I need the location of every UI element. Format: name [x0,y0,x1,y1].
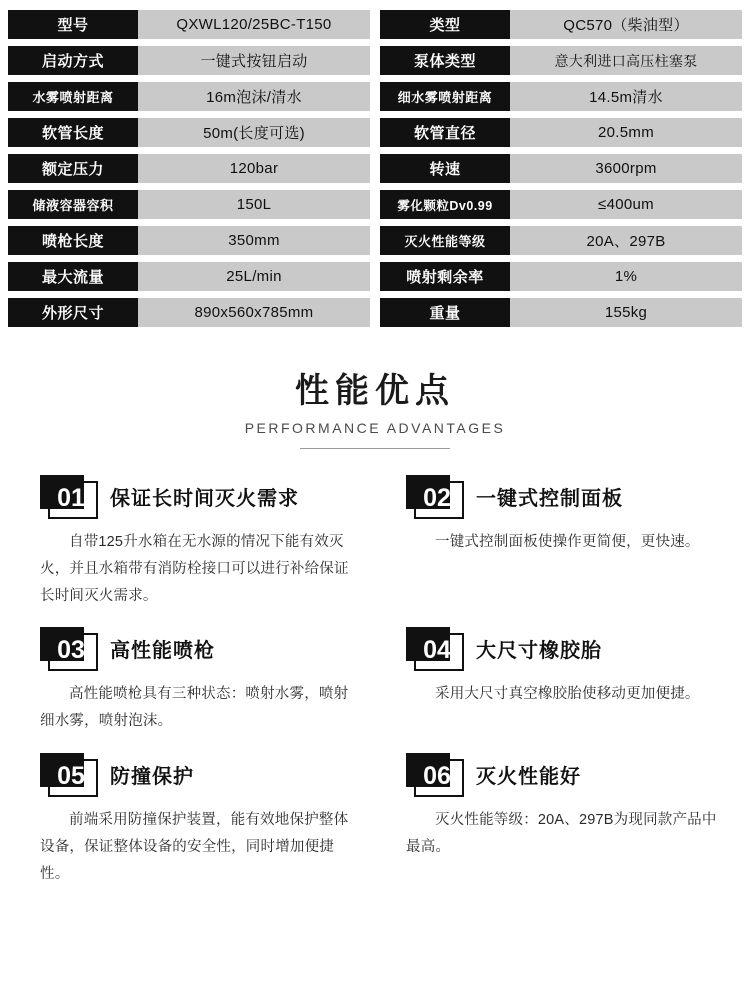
spec-row [380,262,742,291]
advantage-item [18,753,366,887]
spec-value: 20.5mm [510,118,742,147]
spec-row [8,262,370,291]
spec-row [8,298,370,327]
advantage-title: 一键式控制面板 [476,487,623,510]
spec-value: 14.5m清水 [510,82,742,111]
spec-key: 类型 [380,10,510,39]
spec-row [380,190,742,219]
advantage-header [40,627,352,669]
spec-value: QXWL120/25BC-T150 [138,10,370,39]
spec-value: 155kg [510,298,742,327]
advantage-body: 灭火性能等级：20A、297B为现同款产品中最高。 [406,812,717,855]
specification-table [0,0,750,327]
spec-value: QC570（柴油型） [510,10,742,39]
spec-key: 细水雾喷射距离 [380,82,510,111]
advantage-number: 02 [423,483,451,512]
advantage-item [18,475,366,609]
spec-row [8,82,370,111]
advantage-title: 灭火性能好 [476,765,581,788]
spec-key: 转速 [380,154,510,183]
spec-key: 最大流量 [8,262,138,291]
spec-value: 50m(长度可选) [138,118,370,147]
spec-row [8,154,370,183]
advantages-grid [0,475,750,902]
spec-value: 150L [138,190,370,219]
advantage-header [406,627,718,669]
advantage-header [406,753,718,795]
spec-value: 16m泡沫/清水 [138,82,370,111]
spec-row [380,298,742,327]
advantage-number: 04 [423,635,451,664]
spec-row [8,118,370,147]
spec-value: 25L/min [138,262,370,291]
spec-value: 1% [510,262,742,291]
number-badge [406,475,462,517]
spec-key: 灭火性能等级 [380,226,510,255]
advantage-item [384,475,732,609]
advantage-body: 高性能喷枪具有三种状态：喷射水雾，喷射细水雾，喷射泡沫。 [40,686,349,730]
spec-row [380,46,742,75]
spec-key: 喷枪长度 [8,226,138,255]
advantage-item [384,753,732,887]
spec-key: 外形尺寸 [8,298,138,327]
spec-key: 重量 [380,298,510,327]
spec-key: 雾化颗粒Dv0.99 [380,190,510,219]
spec-value: 120bar [138,154,370,183]
spec-key: 启动方式 [8,46,138,75]
advantage-body: 自带125升水箱在无水源的情况下能有效灭火，并且水箱带有消防栓接口可以进行补给保证长时间灭火需求。 [40,534,349,604]
advantage-header [40,753,352,795]
advantage-title: 防撞保护 [110,765,194,788]
section-title-en: PERFORMANCE ADVANTAGES [244,420,506,436]
advantage-number: 05 [57,761,85,790]
advantage-number: 06 [423,761,451,790]
number-badge [40,627,96,669]
advantage-body: 采用大尺寸真空橡胶胎使移动更加便捷。 [435,686,700,703]
number-badge [40,475,96,517]
spec-row [8,10,370,39]
advantage-title: 高性能喷枪 [110,639,215,662]
spec-value: 20A、297B [510,226,742,255]
section-title-cn: 性能优点 [295,372,455,410]
advantage-body: 一键式控制面板使操作更简便，更快速。 [435,534,700,550]
spec-row [380,82,742,111]
spec-value: 3600rpm [510,154,742,183]
advantage-item [384,627,732,735]
advantage-title: 保证长时间灭火需求 [110,487,299,510]
spec-value: ≤400um [510,190,742,219]
advantage-item [18,627,366,735]
divider [300,448,450,449]
spec-value: 350mm [138,226,370,255]
advantage-body: 前端采用防撞保护装置，能有效地保护整体设备，保证整体设备的安全性，同时增加便捷性。 [40,812,349,882]
spec-key: 储液容器容积 [8,190,138,219]
advantage-header [406,475,718,517]
spec-column-right [380,10,742,327]
spec-row [380,226,742,255]
spec-key: 软管长度 [8,118,138,147]
advantage-number: 01 [57,483,85,512]
spec-row [380,154,742,183]
number-badge [40,753,96,795]
spec-value: 890x560x785mm [138,298,370,327]
spec-key: 额定压力 [8,154,138,183]
advantage-title: 大尺寸橡胶胎 [476,639,602,662]
spec-column-left [8,10,370,327]
spec-row [380,118,742,147]
spec-row [8,190,370,219]
spec-row [8,46,370,75]
spec-value: 意大利进口高压柱塞泵 [510,46,742,75]
number-badge [406,753,462,795]
spec-key: 型号 [8,10,138,39]
spec-value: 一键式按钮启动 [138,46,370,75]
spec-row [380,10,742,39]
advantage-header [40,475,352,517]
section-header [0,363,750,449]
spec-key: 水雾喷射距离 [8,82,138,111]
spec-row [8,226,370,255]
advantage-number: 03 [57,635,85,664]
spec-key: 喷射剩余率 [380,262,510,291]
number-badge [406,627,462,669]
spec-key: 软管直径 [380,118,510,147]
spec-key: 泵体类型 [380,46,510,75]
